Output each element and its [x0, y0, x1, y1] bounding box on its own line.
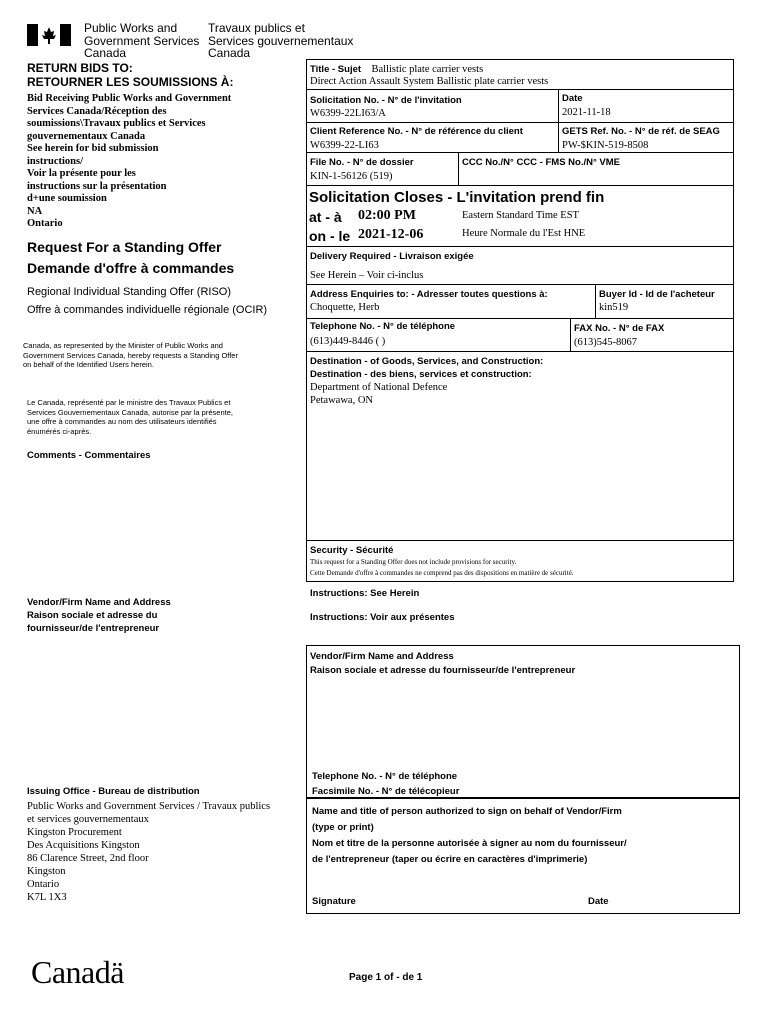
closes-at-tz: Eastern Standard Time EST: [462, 210, 579, 221]
ccc-label: CCC No./N° CCC - FMS No./N° VME: [462, 157, 621, 168]
delivery-value: See Herein – Voir ci-inclus: [310, 270, 424, 281]
vendor-name-field[interactable]: [310, 682, 734, 762]
request-subtitle: Regional Individual Standing Offer (RISO) Offre à commandes individuelle régionale (OCIR): [27, 286, 268, 316]
page-number: Page 1 of - de 1: [349, 972, 423, 983]
closes-on-tz: Heure Normale du l'Est HNE: [462, 228, 586, 239]
return-bids-title: RETURN BIDS TO: RETOURNER LES SOUMISSIONS À:: [27, 61, 234, 89]
request-para-fr: Le Canada, représenté par le ministre des Travaux Publics et Services Gouvernementaux Canada, autorise par la présente, une offre à commandes au nom des utilisateurs identifiés énumérés ci-après.: [27, 398, 233, 436]
title-value: Ballistic plate carrier vests: [371, 64, 484, 75]
canada-flag-icon: [27, 24, 71, 46]
title-value-2: Direct Action Assault System Ballistic plate carrier vests: [310, 76, 549, 87]
closes-at-value: 02:00 PM: [358, 208, 416, 223]
vendor-fax-label: Facsimile No. - N° de télécopieur: [312, 786, 460, 797]
signature-date-label: Date: [588, 896, 609, 907]
buyer-id-label: Buyer Id - Id de l'acheteur: [599, 289, 715, 300]
fax-label: FAX No. - N° de FAX: [574, 323, 665, 334]
delivery-label: Delivery Required - Livraison exigée: [310, 251, 474, 262]
date-value: 2021-11-18: [562, 107, 611, 118]
title-label: Title - Sujet: [310, 64, 362, 75]
security-label: Security - Sécurité: [310, 545, 394, 556]
instructions-en: Instructions: See Herein: [310, 588, 420, 599]
issuing-office-label: Issuing Office - Bureau de distribution: [27, 786, 200, 797]
return-bids-address: Bid Receiving Public Works and Government Services Canada/Réception des soumissions\Travaux publics et Services gouvernementaux Canada See herein for bid submission instructions/ Voir la présente pour les instructions sur la présentation d+une soumission NA Ontario: [27, 93, 232, 229]
request-title: Request For a Standing Offer Demande d'offre à commandes: [27, 239, 235, 276]
vendor-left-label: Vendor/Firm Name and Address Raison sociale et adresse du fournisseur/de l'entrepreneur: [27, 597, 171, 634]
signature-label: Signature: [312, 896, 356, 907]
vendor-box-label: Vendor/Firm Name and Address Raison sociale et adresse du fournisseur/de l'entrepreneur: [310, 651, 576, 676]
vendor-telephone-label: Telephone No. - N° de téléphone: [312, 771, 458, 782]
solicitation-label: Solicitation No. - N° de l'invitation: [310, 95, 462, 106]
title-field: [310, 62, 548, 88]
gets-label: GETS Ref. No. - N° de réf. de SEAG: [562, 126, 720, 137]
comments-label: Comments - Commentaires: [27, 450, 151, 461]
request-para-en: Canada, as represented by the Minister of Public Works and Government Services Canada, hereby requests a Standing Offer on behalf of the Identified Users herein.: [23, 341, 238, 369]
gets-value: PW-$KIN-519-8508: [562, 140, 649, 151]
dept-name-en: Public Works and Government Services Canada: [84, 21, 200, 60]
authorized-name-field[interactable]: [312, 868, 732, 892]
issuing-office-address: Public Works and Government Services / Travaux publics et services gouvernementaux Kingston Procurement Des Acquisitions Kingston 86 Clarence Street, 2nd floor Kingston Ontario K7L 1X3: [27, 801, 271, 903]
file-value: KIN-1-56126 (519): [310, 171, 393, 182]
instructions-fr: Instructions: Voir aux présentes: [310, 612, 455, 623]
canada-wordmark: Canadä: [31, 954, 124, 990]
closes-title: Solicitation Closes - L'invitation prend fin: [309, 189, 605, 206]
closes-at-label: at - à: [309, 209, 342, 225]
client-ref-value: W6399-22-LI63: [310, 140, 379, 151]
closes-on-label: on - le: [309, 228, 351, 244]
date-label: Date: [562, 93, 583, 104]
fax-value: (613)545-8067: [574, 337, 637, 348]
client-ref-label: Client Reference No. - N° de référence du client: [310, 126, 523, 137]
address-enquiries-value: Choquette, Herb: [310, 302, 380, 313]
destination-value: Department of National Defence Petawawa, ON: [310, 382, 448, 406]
security-text: This request for a Standing Offer does not include provisions for security. Cette Demande d'offre à commandes ne comprend pas des dispositions en matière de sécurité.: [310, 558, 574, 577]
closes-on-value: 2021-12-06: [358, 227, 424, 242]
address-enquiries-label: Address Enquiries to: - Adresser toutes questions à:: [310, 289, 548, 300]
solicitation-value: W6399-22LI63/A: [310, 108, 386, 119]
telephone-value: (613)449-8446 ( ): [310, 336, 386, 347]
buyer-id-value: kin519: [599, 302, 629, 313]
authorized-label: Name and title of person authorized to sign on behalf of Vendor/Firm (type or print) Nom et titre de la personne autorisée à signer au nom du fournisseur/ de l'entrepreneur (taper ou écrire en caractères d'imprimerie): [312, 806, 627, 865]
file-label: File No. - N° de dossier: [310, 157, 414, 168]
dept-name-fr: Travaux publics et Services gouvernementaux Canada: [208, 21, 354, 60]
telephone-label: Telephone No. - N° de téléphone: [310, 321, 456, 332]
destination-label: Destination - of Goods, Services, and Construction: Destination - des biens, services et construction:: [310, 356, 544, 380]
